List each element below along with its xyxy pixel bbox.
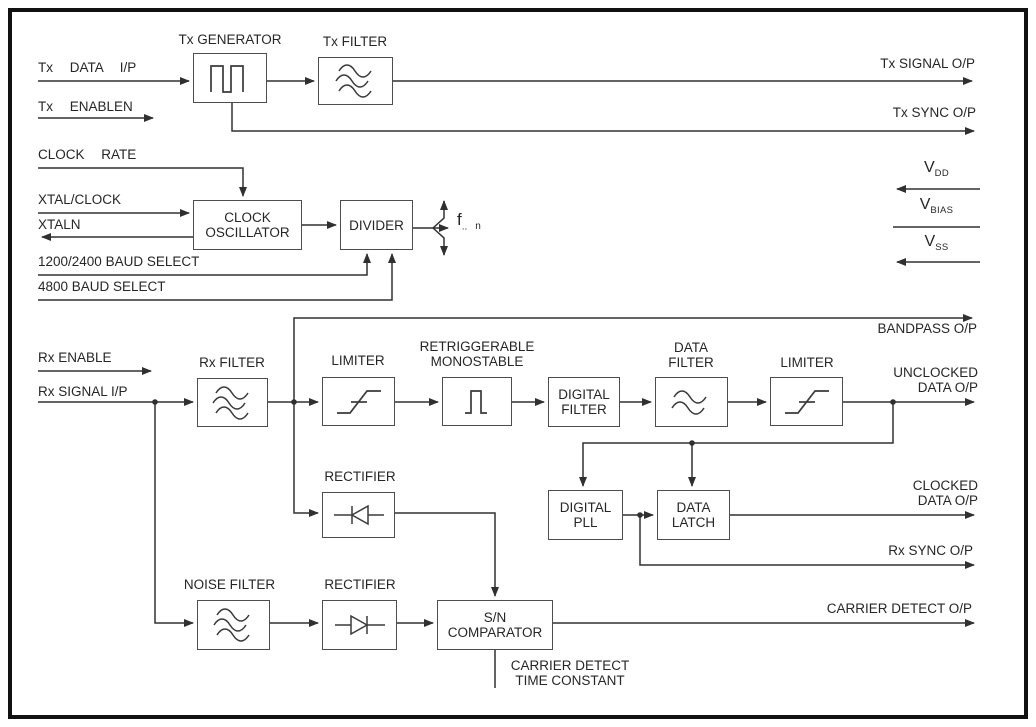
vbias-sub: BIAS <box>930 205 954 217</box>
tx-filter-box <box>318 57 393 105</box>
vbias-label <box>893 198 980 219</box>
junction-dot <box>890 399 896 405</box>
sn-comparator-box <box>437 600 553 650</box>
limiter1-label: LIMITER <box>331 353 385 368</box>
limiter2-label: LIMITER <box>780 355 834 370</box>
limiter-curve-icon <box>779 383 835 421</box>
clock-rate-label: CLOCK RATE <box>38 147 137 162</box>
baud-1200-2400-label: 1200/2400 BAUD SELECT <box>38 254 200 269</box>
data-filter-box <box>655 377 728 427</box>
fan-frequency-label <box>457 210 481 235</box>
sn-comparator-text: COMPARATOR <box>447 625 543 640</box>
rectifier-to-comparator-wire <box>395 513 495 596</box>
divider-box <box>340 200 413 250</box>
tx-enablen-label: Tx ENABLEN <box>38 99 133 114</box>
rx-filter-box <box>197 378 268 427</box>
rectifier1-label: RECTIFIER <box>324 469 396 484</box>
unclocked-line1: UNCLOCKED <box>893 365 978 380</box>
diode-left-icon <box>329 497 389 533</box>
rx-signal-ip-label: Rx SIGNAL I/P <box>38 384 128 399</box>
fan-f-main: f <box>457 210 462 229</box>
fanout-up-arrow <box>433 201 444 228</box>
fanout-down-arrow <box>433 228 444 255</box>
tx-filter-label: Tx FILTER <box>322 34 388 49</box>
monostable-label-line2: MONOSTABLE <box>430 353 524 369</box>
tx-sync-op-label: Tx SYNC O/P <box>892 105 976 120</box>
filter-waves-icon <box>331 61 381 101</box>
baud-4800-label: 4800 BAUD SELECT <box>38 279 166 294</box>
diode-right-icon <box>330 607 390 643</box>
carrier-detect-op-label: CARRIER DETECT O/P <box>826 601 972 616</box>
tx-generator-label: Tx GENERATOR <box>178 32 282 47</box>
filter-waves-icon <box>208 383 258 423</box>
digital-pll-box <box>548 490 623 540</box>
xtaln-label: XTALN <box>38 217 81 232</box>
clocked-line2: DATA O/P <box>917 492 978 508</box>
rx-sync-op-label: Rx SYNC O/P <box>888 543 973 558</box>
data-filter-label-line1: DATA <box>673 340 708 355</box>
vss-label <box>893 235 980 256</box>
xtal-clock-label: XTAL/CLOCK <box>38 192 122 207</box>
rx-to-rectifier-wire <box>294 402 318 513</box>
digital-filter-text: DIGITAL <box>558 387 610 402</box>
data-filter-label-line2: FILTER <box>668 354 714 370</box>
vdd-sub: DD <box>934 168 949 180</box>
clocked-line1: CLOCKED <box>912 478 978 493</box>
data-latch-box <box>657 490 730 540</box>
rx-filter-label: Rx FILTER <box>199 355 265 370</box>
digital-pll-text: PLL <box>573 515 598 530</box>
dual-pulse-waveform-icon <box>203 58 257 98</box>
clock-oscillator-box <box>193 200 302 250</box>
filter-waves-icon <box>209 605 259 645</box>
digital-filter-text: FILTER <box>561 402 607 417</box>
junction-dot <box>637 512 643 518</box>
vbias-main: V <box>919 196 931 213</box>
unclocked-line2: DATA O/P <box>917 379 978 395</box>
junction-dot <box>689 440 695 446</box>
rectifier2-box <box>322 600 397 650</box>
tx-wires <box>38 81 974 131</box>
bandpass-op-label: BANDPASS O/P <box>877 321 977 336</box>
clocked-data-op-label <box>835 479 978 508</box>
monostable-label <box>407 340 547 369</box>
fan-f-n: n <box>475 221 481 233</box>
sn-comparator-text: S/N <box>483 610 507 625</box>
feedback-to-pll-wire <box>583 402 893 486</box>
limiter2-box <box>770 377 843 426</box>
junction-dot <box>291 399 297 405</box>
data-latch-text: DATA <box>676 500 711 515</box>
vss-main: V <box>924 233 936 250</box>
vdd-main: V <box>924 159 935 176</box>
divider-text: DIVIDER <box>349 217 404 233</box>
noise-filter-box <box>197 600 270 650</box>
junction-dot <box>152 399 158 405</box>
rectifier1-box <box>322 492 395 538</box>
carrier-detect-time-constant-label <box>500 659 640 688</box>
limiter1-box <box>322 377 395 426</box>
clock-oscillator-text: OSCILLATOR <box>205 225 290 240</box>
monostable-box <box>442 377 512 426</box>
limiter-curve-icon <box>331 383 387 421</box>
vss-sub: SS <box>935 242 949 254</box>
data-latch-text: LATCH <box>671 515 716 530</box>
rectifier2-label: RECTIFIER <box>324 577 396 592</box>
tx-signal-op-label: Tx SIGNAL O/P <box>880 56 975 71</box>
vdd-label <box>893 161 980 182</box>
tx-generator-box <box>193 53 267 103</box>
data-filter-label <box>641 341 741 370</box>
tx-data-ip-label: Tx DATA I/P <box>38 60 137 75</box>
monostable-label-line1: RETRIGGERABLE <box>419 339 535 354</box>
noise-filter-label: NOISE FILTER <box>183 577 276 592</box>
single-pulse-icon <box>454 383 500 421</box>
clock-oscillator-text: CLOCK <box>224 210 271 225</box>
time-constant-line1: CARRIER DETECT <box>510 658 630 673</box>
time-constant-line2: TIME CONSTANT <box>515 672 625 688</box>
filter-waves-icon <box>667 384 717 420</box>
digital-filter-box <box>548 377 620 427</box>
fan-f-dots: .. <box>461 221 468 233</box>
rx-enable-label: Rx ENABLE <box>38 350 112 365</box>
unclocked-data-op-label <box>835 366 978 395</box>
digital-pll-text: DIGITAL <box>559 500 612 515</box>
